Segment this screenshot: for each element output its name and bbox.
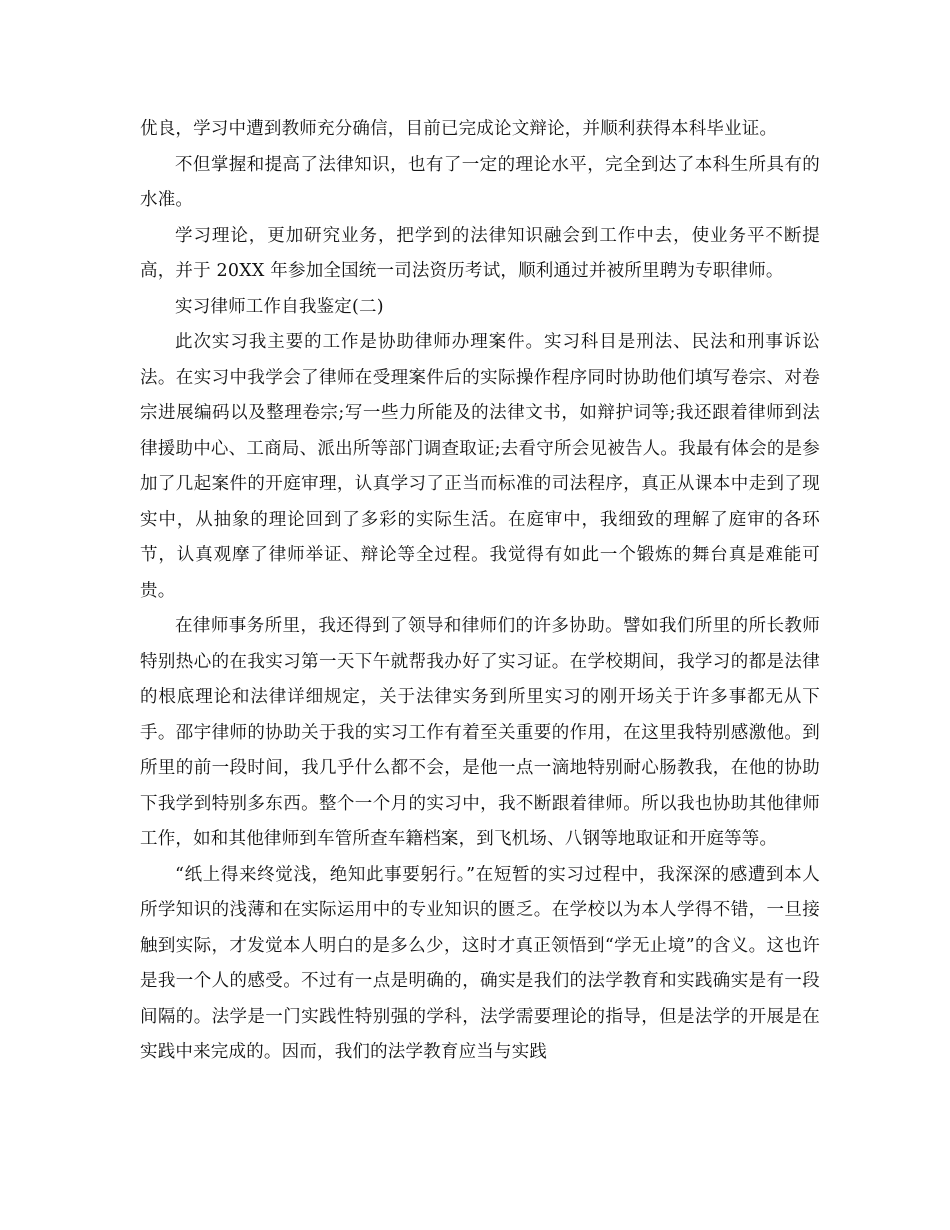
paragraph-4: 此次实习我主要的工作是协助律师办理案件。实习科目是刑法、民法和刑事诉讼法。在实习中我学会了律师在受理案件后的实际操作程序同时协助他们填写卷宗、对卷宗进展编码以及整理卷宗;写一些力所能及的法律文书，如辩护词等;我还跟着律师到法律援助中心、工商局、派出所等部门调查取证;去看守所会见被告人。我最有体会的是参加了几起案件的开庭审理，认真学习了正当而标准的司法程序，真正从课本中走到了现实中，从抽象的理论回到了多彩的实际生活。在庭审中，我细致的理解了庭审的各环节，认真观摩了律师举证、辩论等全过程。我觉得有如此一个锻炼的舞台真是难能可贵。 — [140, 332, 820, 601]
section-heading: 实习律师工作自我鉴定(二) — [175, 296, 384, 317]
document-body — [140, 112, 820, 1071]
paragraph-2: 不但掌握和提高了法律知识，也有了一定的理论水平，完全到达了本科生所具有的水准。 — [140, 154, 820, 210]
paragraph-6: “纸上得来终觉浅，绝知此事要躬行。”在短暂的实习过程中，我深深的感遭到本人所学知识的浅薄和在实际运用中的专业知识的匮乏。在学校以为本人学得不错，一旦接触到实际，才发觉本人明白的是多么少，这时才真正领悟到“学无止境”的含义。这也许是我一个人的感受。不过有一点是明确的，确实是我们的法学教育和实践确实是有一段间隔的。法学是一门实践性特别强的学科，法学需要理论的指导，但是法学的开展是在实践中来完成的。因而，我们的法学教育应当与实践 — [140, 864, 820, 1062]
paragraph-1: 优良，学习中遭到教师充分确信，目前已完成论文辩论，并顺利获得本科毕业证。 — [140, 119, 778, 139]
paragraph-3: 学习理论，更加研究业务，把学到的法律知识融会到工作中去，使业务平不断提高，并于 20XX 年参加全国统一司法资历考试，顺利通过并被所里聘为专职律师。 — [140, 225, 820, 281]
paragraph-5: 在律师事务所里，我还得到了领导和律师们的许多协助。譬如我们所里的所长教师特别热心的在我实习第一天下午就帮我办好了实习证。在学校期间，我学习的都是法律的根底理论和法律详细规定，关于法律实务到所里实习的刚开场关于许多事都无从下手。邵宇律师的协助关于我的实习工作有着至关重要的作用，在这里我特别感激他。到所里的前一段时间，我几乎什么都不会，是他一点一滴地特别耐心肠教我，在他的协助下我学到特别多东西。整个一个月的实习中，我不断跟着律师。所以我也协助其他律师工作，如和其他律师到车管所查车籍档案，到飞机场、八钢等地取证和开庭等等。 — [140, 616, 820, 849]
